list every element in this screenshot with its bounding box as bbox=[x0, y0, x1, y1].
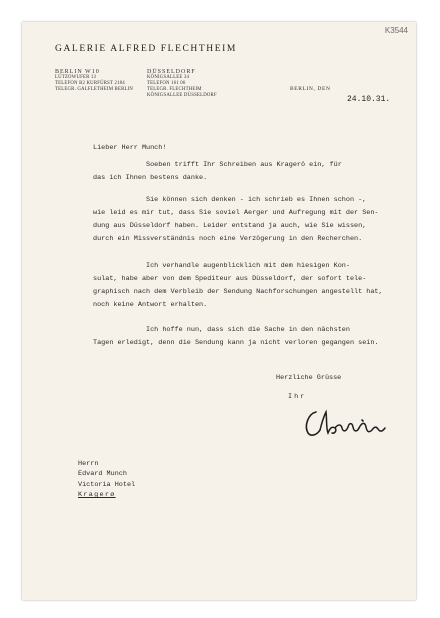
paragraph-3-line-3: graphisch nach dem Verbleib der Sendung Nachforschungen angestellt hat, bbox=[93, 288, 383, 296]
duesseldorf-address-line: KÖNIGSALLEE 34 bbox=[147, 75, 190, 80]
duesseldorf-phone-line: TELEFON 161 06 bbox=[147, 81, 186, 86]
paragraph-3-line-2: sulat, habe aber von dem Spediteur aus Düsseldorf, der sofort tele- bbox=[93, 275, 367, 283]
recipient-hotel: Victoria Hotel bbox=[78, 480, 136, 489]
letterhead-name: GALERIE ALFRED FLECHTHEIM bbox=[55, 44, 237, 54]
recipient-name: Edvard Munch bbox=[78, 470, 127, 479]
paragraph-2-line-2: wie leid es mir tut, dass Sie soviel Aerger und Aufregung mit der Sen- bbox=[93, 209, 379, 217]
paragraph-4-line-1: Ich hoffe nun, dass sich die Sache in den nächsten bbox=[146, 326, 350, 334]
date-place: BERLIN, DEN bbox=[290, 86, 331, 92]
closing-pronoun: Ihr bbox=[288, 393, 307, 401]
berlin-address-line: LÜTZOWUFER 13 bbox=[55, 75, 97, 80]
recipient-title: Herrn bbox=[78, 460, 99, 468]
duesseldorf-address bbox=[147, 69, 217, 99]
paragraph-2-line-1: Sie können sich denken - ich schrieb es Ihnen schon -, bbox=[146, 196, 367, 204]
archive-number: K3544 bbox=[384, 26, 408, 35]
berlin-city: BERLIN W10 bbox=[55, 69, 100, 75]
salutation: Lieber Herr Munch! bbox=[93, 144, 167, 152]
paragraph-1-line-1: Soeben trifft Ihr Schreiben aus Kragerö ein, für bbox=[146, 161, 342, 169]
paragraph-2-line-4: durch ein Missverständnis noch eine Verzögerung in den Recherchen. bbox=[93, 235, 363, 243]
paragraph-1-line-2: das ich Ihnen bestens danke. bbox=[93, 174, 208, 182]
paragraph-2-line-3: dung aus Düsseldorf haben. Leider entstand ja auch, wie Sie wissen, bbox=[93, 222, 367, 230]
berlin-phone-line: TELEFON B2 KURFÜRST 2184 bbox=[55, 81, 125, 86]
berlin-telegram-line: TELEGR. GALFLETHEIM BERLIN bbox=[55, 87, 134, 92]
letter-page bbox=[22, 22, 416, 600]
paragraph-3-line-1: Ich verhandle augenblicklich mit dem hiesigen Kon- bbox=[146, 262, 350, 270]
closing-greeting: Herzliche Grüsse bbox=[276, 374, 342, 382]
duesseldorf-telegram-line: TELEGR. FLECHTHEIM bbox=[147, 87, 202, 92]
recipient-address bbox=[78, 459, 135, 501]
berlin-address bbox=[55, 69, 133, 93]
letter-date: 24.10.31. bbox=[347, 95, 391, 104]
duesseldorf-telegram-line-2: KÖNIGSALLEE DÜSSELDORF bbox=[147, 93, 217, 98]
paragraph-3-line-4: noch keine Antwort erhalten. bbox=[93, 301, 208, 309]
handwritten-signature bbox=[302, 406, 398, 440]
duesseldorf-city: DÜSSELDORF bbox=[147, 69, 196, 75]
paragraph-4-line-2: Tagen erledigt, denn die Sendung kann ja nicht verloren gegangen sein. bbox=[93, 339, 379, 347]
recipient-city: Kragerø bbox=[78, 491, 116, 500]
